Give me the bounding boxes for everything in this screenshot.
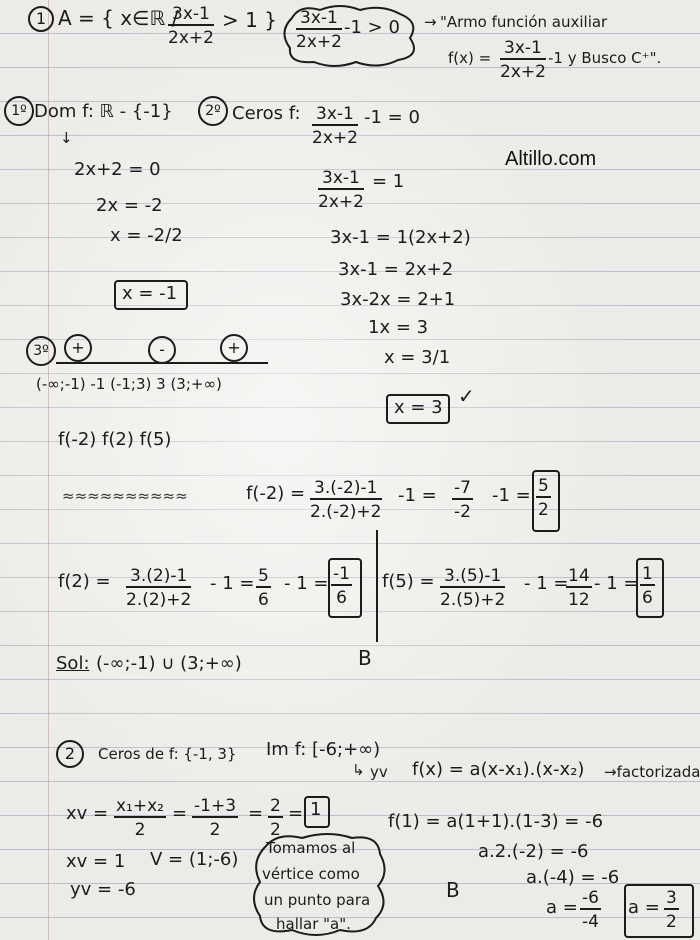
f-2-result-numerator: -1 [333,564,350,584]
f-neg2-tail: -1 = [492,485,531,506]
watermark: Altillo.com [505,148,597,170]
f-2-denominator: 2.(2)+2 [126,590,192,610]
f-neg2-numerator: 3.(-2)-1 [310,478,382,500]
exercise-1-number: 1 [28,6,54,32]
solution-label: Sol: [56,653,90,674]
set-inequality-fraction [168,4,214,48]
ceros-step-4: 1x = 3 [368,317,429,338]
xv-equals-1: = [172,803,188,824]
f-5-denominator: 2.(5)+2 [440,590,506,610]
sign-2: - [148,336,176,364]
number-line [56,362,268,364]
xv-fraction-1-numerator: x₁+x₂ [116,796,164,816]
ceros-result: x = 3 [394,397,443,418]
grade-mark-2: B [446,878,460,902]
xv-fraction-3-numerator: 2 [270,796,281,816]
ex2-factorized-note: →factorizada [604,763,700,781]
ceros-eq2-fraction [318,168,364,212]
cloud-note-line-3: un punto para [264,891,371,909]
a-final-fraction [580,888,601,932]
f-neg2-frac2-denominator: -2 [454,502,471,522]
cloud-denominator: 2x+2 [296,32,342,52]
exercise-2-number: 2 [56,740,84,768]
dom-step-3: x = -2/2 [110,225,183,246]
f-neg2-fraction [310,478,382,522]
sign-1: + [64,334,92,362]
intervals: (-∞;-1) -1 (-1;3) 3 (3;+∞) [36,375,222,393]
step-3-label: 3º [26,336,56,366]
dom-step-1: 2x+2 = 0 [74,159,161,180]
ceros-label: Ceros f: [232,103,301,124]
step-1-label: 1º [4,96,34,126]
dom-result: x = -1 [122,283,178,304]
ceros-denominator: 2x+2 [312,128,358,148]
a-result-fraction [664,888,679,932]
arrow-glyph-2: ↳ [352,761,365,779]
sign-3: + [220,334,248,362]
f-5-mid: - 1 = [524,573,569,594]
a-final-numerator: -6 [582,888,599,908]
f-neg2-result-numerator: 5 [538,476,549,496]
solution: (-∞;-1) ∪ (3;+∞) [96,653,242,674]
f-2-label: f(2) = [58,571,111,592]
f-neg2-denominator: 2.(-2)+2 [310,502,382,522]
set-inequality-rest: > 1 } [222,8,277,32]
a-result-label: a = [628,897,660,918]
ex2-imf: Im f: [-6;+∞) [266,739,381,760]
ex2-ceros: Ceros de f: {-1, 3} [98,745,237,763]
f-2-frac2-numerator: 5 [258,566,269,586]
xv-equals-3: = [288,803,304,824]
cloud-note-line-2: vértice como [262,865,360,883]
f-5-frac2-denominator: 12 [568,590,590,610]
f-5-numerator: 3.(5)-1 [440,566,505,588]
cloud-note-line-1: Tomamos al [266,839,356,857]
grade-mark-1: B [358,646,372,670]
cloud-numerator: 3x-1 [296,8,342,30]
ceros-step-3: 3x-2x = 2+1 [340,289,456,310]
f-2-tail: - 1 = [284,573,329,594]
a-final-denominator: -4 [582,912,599,932]
f-5-frac2-numerator: 14 [568,566,590,586]
check-mark-icon: ✓ [458,384,475,408]
xv-fraction-2 [192,796,238,840]
f-5-label: f(5) = [382,571,435,592]
set-ineq-denominator: 2x+2 [168,28,214,48]
xv-fraction-2-numerator: -1+3 [194,796,237,816]
a-step-1: a.2.(-2) = -6 [478,841,589,862]
xv-equals-2: = [248,803,264,824]
a-step-2: a.(-4) = -6 [526,867,620,888]
f-2-mid: - 1 = [210,573,255,594]
ceros-eq2-numerator: 3x-1 [318,168,364,190]
vertex-value: V = (1;-6) [150,849,239,870]
f-5-result [640,564,655,608]
xv-label: xv = [66,803,109,824]
ceros-rest: -1 = 0 [364,107,420,128]
xv-fraction-2-denominator: 2 [209,820,221,840]
f-neg2-frac2 [452,478,473,522]
note-line-2: -1 y Busco C⁺". [548,49,662,67]
f-neg2-result-denominator: 2 [538,500,549,520]
ceros-step-5: x = 3/1 [384,347,451,368]
scribbled-text: ≈≈≈≈≈≈≈≈≈≈ [62,487,188,505]
f-neg2-label: f(-2) = [246,483,306,504]
f-neg2-frac2-numerator: -7 [454,478,471,498]
step-2-label: 2º [198,96,228,126]
f-2-frac2 [256,566,271,610]
f-5-fraction [440,566,505,610]
ceros-eq2-rest: = 1 [372,171,405,192]
f-5-frac2 [566,566,592,610]
f-2-frac2-denominator: 6 [258,590,269,610]
yv-value: yv = -6 [70,879,136,900]
test-points: f(-2) f(2) f(5) [58,429,172,450]
f-5-tail: - 1 = [594,573,639,594]
f1-line: f(1) = a(1+1).(1-3) = -6 [388,811,604,832]
dom-step-2: 2x = -2 [96,195,163,216]
ex2-factorized: f(x) = a(x-x₁).(x-x₂) [412,759,585,780]
cloud-rest: -1 > 0 [344,17,400,38]
ceros-numerator: 3x-1 [312,104,358,126]
a-result-numerator: 3 [666,888,677,908]
set-ineq-numerator: 3x-1 [168,4,214,26]
note-f-numerator: 3x-1 [500,38,546,60]
a-result-denominator: 2 [666,912,677,932]
ceros-eq2-denominator: 2x+2 [318,192,364,212]
f-2-fraction [126,566,191,610]
ceros-step-2: 3x-1 = 2x+2 [338,259,454,280]
note-f-denominator: 2x+2 [500,62,546,82]
cloud-note-line-4: hallar "a". [276,915,351,933]
xv-fraction-3-denominator: 2 [270,820,281,840]
xv-result: 1 [310,799,322,820]
xv-fraction-1 [114,796,166,840]
f-neg2-result [536,476,551,520]
a-final-label: a = [546,897,578,918]
note-f-label: f(x) = [448,49,492,67]
arrow-down-glyph: ↓ [60,129,73,147]
set-definition: A = { x∈ℝ / [58,6,179,30]
domain: Dom f: ℝ - {-1} [34,101,173,122]
cloud-fraction [296,8,342,52]
xv-fraction-1-denominator: 2 [134,820,146,840]
f-2-result [331,564,352,608]
ceros-fraction [312,104,358,148]
f-5-result-numerator: 1 [642,564,653,584]
xv-value: xv = 1 [66,851,126,872]
f-5-result-denominator: 6 [642,588,653,608]
note-f-fraction [500,38,546,82]
note-line-1: "Armo función auxiliar [440,13,608,31]
margin-line [48,0,49,940]
f-neg2-mid: -1 = [398,485,437,506]
arrow-glyph: → [424,13,437,31]
f-2-numerator: 3.(2)-1 [126,566,191,588]
ex2-yv: yv [370,763,388,781]
ceros-step-1: 3x-1 = 1(2x+2) [330,227,471,248]
f-2-result-denominator: 6 [336,588,347,608]
column-divider [376,530,378,642]
